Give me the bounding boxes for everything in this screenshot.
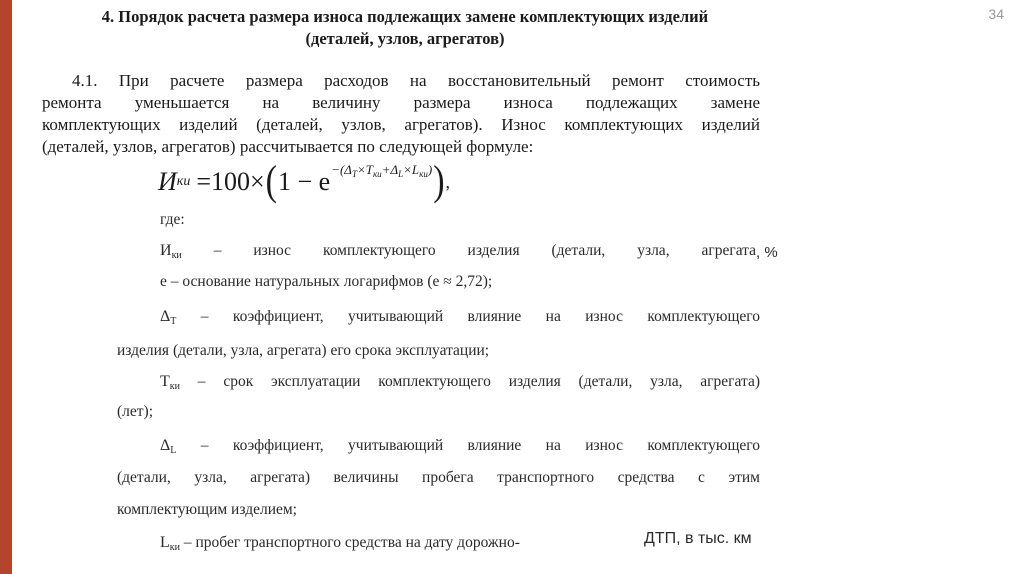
formula-trailer: , [445,171,451,192]
dl-sub: L [170,445,177,456]
intro-paragraph [42,70,760,158]
exp-times: ×L [403,161,420,177]
def-e: е – основание натуральных логарифмов (е ≈ 2,72); [160,273,493,290]
tki-symbol: Т [160,373,170,390]
title-line-2: (деталей, узлов, агрегатов) [305,29,505,48]
iki-symbol: И [160,242,172,259]
def-iki [160,241,756,266]
exp-lki-sub: ки [419,168,428,179]
formula-one-minus-e: 1 − e [278,167,331,196]
slide-title [30,6,780,50]
exp-tki-sub: ки [372,168,382,179]
def-dl-cont1: (детали, узла, агрегата) величины пробега транспортного средства с этим [117,469,760,486]
def-dl-cont2: комплектующим изделием; [117,501,297,518]
formula-exponent [331,162,432,179]
title-line-1: 4. Порядок расчета размера износа подлежащих замене комплектующих изделий [101,7,709,26]
lki-sub: ки [169,542,180,553]
def-lki [160,533,520,558]
wear-formula [158,160,450,204]
intro-line-3: комплектующих изделий (деталей, узлов, агрегатов). Износ комплектующих изделий [42,115,760,134]
exp-plus: +Δ [381,161,399,177]
formula-equals-100: =100× [196,167,265,196]
def-dt-cont: изделия (детали, узла, агрегата) его срока эксплуатации; [117,342,490,359]
iki-text: – износ комплектующего изделия (детали, узла, агрегата [213,242,757,259]
exp-close: ) [427,161,433,177]
dl-symbol: Δ [160,437,171,454]
formula-close-paren: ) [433,158,445,205]
def-tki [160,372,760,397]
exp-mid: ×T [356,161,373,177]
intro-line-4: (деталей, узлов, агрегатов) рассчитывается по следующей формуле: [42,137,534,156]
lki-symbol: L [160,534,170,551]
def-dl [160,436,760,461]
def-iki-line [160,241,756,266]
def-dt [160,307,760,332]
formula-lhs-sub: ки [176,174,191,189]
iki-unit: , % [756,244,778,261]
tki-sub: ки [169,381,180,392]
formula-lhs: И [158,167,177,196]
intro-line-1: 4.1. При расчете размера расходов на восстановительный ремонт стоимость [72,71,760,90]
exp-dt-sub: T [351,168,357,179]
lki-text: – пробег транспортного средства на дату дорожно- [183,534,520,551]
exp-dl-sub: L [398,168,404,179]
page-number: 34 [988,6,1004,22]
dl-text: – коэффициент, учитывающий влияние на износ комплектующего [200,437,761,454]
where-label: где: [160,211,185,228]
exp-prefix: −(Δ [331,161,352,177]
formula-open-paren: ( [265,158,277,205]
intro-line-2: ремонта уменьшается на величину размера износа подлежащих замене [42,93,760,112]
dt-text: – коэффициент, учитывающий влияние на износ комплектующего [200,308,761,325]
lki-tail: ДТП, в тыс. км [644,530,752,547]
iki-sub: ки [171,250,182,261]
dt-sub: Т [170,316,177,327]
dt-symbol: Δ [160,308,171,325]
def-tki-cont: (лет); [117,403,154,420]
tki-text: – срок эксплуатации комплектующего изделия (детали, узла, агрегата) [197,373,760,390]
slide-accent-bar [0,0,12,574]
